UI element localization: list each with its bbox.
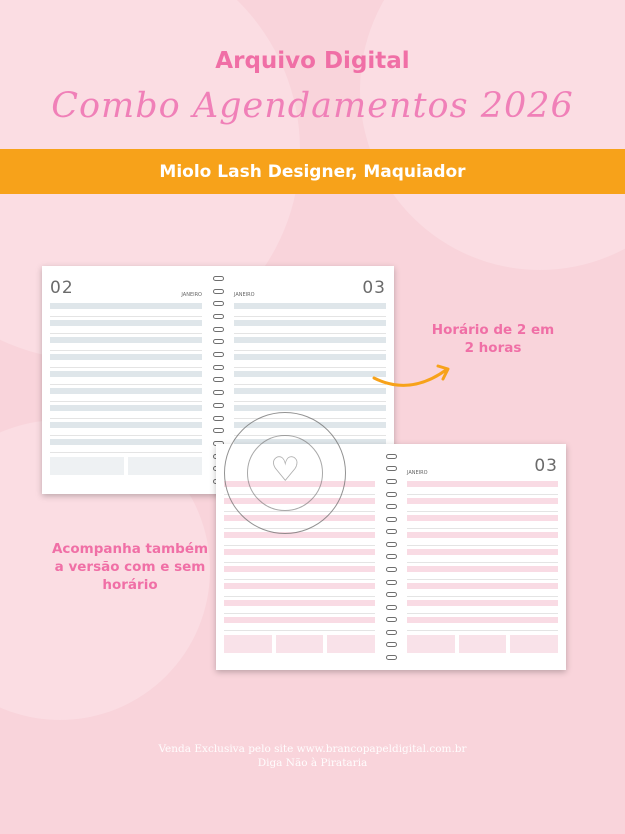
appointment-slots <box>50 303 202 453</box>
spiral-ring <box>213 416 224 421</box>
slot-row <box>234 320 386 334</box>
slot-row <box>50 320 202 334</box>
heart-icon: ♡ <box>270 450 301 490</box>
slot-row <box>50 388 202 402</box>
spiral-ring <box>386 454 397 459</box>
spiral-ring <box>213 314 224 319</box>
page-title: Combo Agendamentos 2026 <box>51 86 574 126</box>
slot-row <box>234 303 386 317</box>
slot-row <box>224 617 375 631</box>
spiral-ring <box>213 276 224 281</box>
slot-row <box>234 388 386 402</box>
slot-row <box>50 405 202 419</box>
watermark-stamp <box>224 412 346 534</box>
slot-row <box>50 422 202 436</box>
banner <box>0 149 625 194</box>
slot-row <box>50 303 202 317</box>
spiral-ring <box>213 352 224 357</box>
page-header <box>50 276 202 298</box>
spiral-ring <box>386 617 397 622</box>
header-label: Arquivo Digital <box>215 48 410 74</box>
slot-row <box>407 600 558 614</box>
slot-row <box>407 498 558 512</box>
slot-row <box>234 354 386 368</box>
spiral-ring <box>386 479 397 484</box>
spiral-ring <box>386 554 397 559</box>
spiral-ring <box>213 327 224 332</box>
slot-row <box>224 583 375 597</box>
planner-page-right <box>399 444 566 670</box>
page-footer-boxes <box>407 635 558 653</box>
page-footer-boxes <box>224 635 375 653</box>
slot-row <box>224 549 375 563</box>
slot-row <box>224 566 375 580</box>
planner-page-left <box>42 266 210 494</box>
background-blob <box>360 0 625 270</box>
footer <box>0 742 625 770</box>
slot-row <box>407 481 558 495</box>
spiral-ring <box>386 466 397 471</box>
spiral-ring <box>386 592 397 597</box>
slot-row <box>234 371 386 385</box>
spiral-ring <box>386 542 397 547</box>
spiral-ring <box>386 529 397 534</box>
footer-line-2: Diga Não à Pirataria <box>257 757 368 769</box>
spiral-ring <box>213 390 224 395</box>
month-label: JANEIRO <box>234 292 255 298</box>
spiral-ring <box>386 580 397 585</box>
arrow-icon <box>370 360 460 400</box>
slot-row <box>224 532 375 546</box>
hours-note: Horário de 2 em 2 horas <box>431 322 555 356</box>
versions-note: Acompanha também a versão com e sem horário <box>51 541 209 593</box>
spiral-ring <box>213 289 224 294</box>
slot-row <box>50 354 202 368</box>
spiral-ring <box>213 301 224 306</box>
spiral-ring <box>386 655 397 660</box>
spiral-ring <box>213 365 224 370</box>
slot-row <box>407 617 558 631</box>
day-number: 02 <box>50 278 74 298</box>
spiral-ring <box>213 339 224 344</box>
appointment-slots <box>407 481 558 631</box>
slot-row <box>407 566 558 580</box>
spiral-ring <box>213 403 224 408</box>
slot-row <box>50 371 202 385</box>
spiral-ring <box>386 492 397 497</box>
slot-row <box>407 549 558 563</box>
spiral-ring <box>386 504 397 509</box>
slot-row <box>407 583 558 597</box>
slot-row <box>224 600 375 614</box>
month-label: JANEIRO <box>181 292 202 298</box>
slot-row <box>234 337 386 351</box>
slot-row <box>50 439 202 453</box>
slot-row <box>407 515 558 529</box>
spiral-ring <box>386 605 397 610</box>
spiral-ring <box>386 642 397 647</box>
spiral-ring <box>386 630 397 635</box>
spiral-binding <box>383 444 399 670</box>
page-header <box>234 276 386 298</box>
page-header <box>407 454 558 476</box>
spiral-ring <box>386 567 397 572</box>
slot-row <box>407 532 558 546</box>
spiral-ring <box>213 377 224 382</box>
month-label: JANEIRO <box>407 470 428 476</box>
slot-row <box>50 337 202 351</box>
day-number: 03 <box>362 278 386 298</box>
spiral-ring <box>213 428 224 433</box>
page-footer-boxes <box>50 457 202 475</box>
spiral-ring <box>386 517 397 522</box>
day-number: 03 <box>534 456 558 476</box>
banner-text: Miolo Lash Designer, Maquiador <box>159 161 466 182</box>
footer-line-1: Venda Exclusiva pelo site www.brancopapeldigital.com.br <box>158 743 467 755</box>
